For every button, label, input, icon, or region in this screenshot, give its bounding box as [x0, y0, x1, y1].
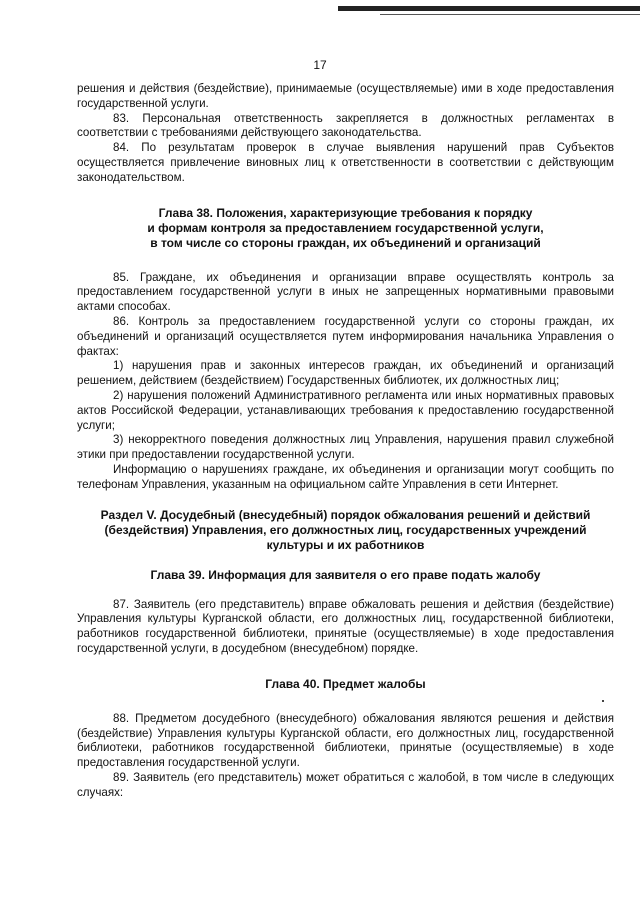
chapter-39-heading: Глава 39. Информация для заявителя о его праве подать жалобу [150, 567, 541, 582]
heading-line: Глава 38. Положения, характеризующие требования к порядку [158, 205, 533, 220]
list-item-1: 1) нарушения прав и законных интересов граждан, их объединений и организаций решением, действием (бездействием) Государственных библиотек, их должностных лиц; [77, 359, 614, 388]
paragraph-84: 84. По результатам проверок в случае выявления нарушений прав Субъектов осуществляется привлечение виновных лиц к ответственности в соответствии с действующим законодательством. [77, 141, 614, 184]
list-item-2: 2) нарушения положений Административного регламента или иных нормативных правовых актов Российской Федерации, устанавливающих требования к предоставлению государственной услуги; [77, 388, 614, 432]
heading-line: и формам контроля за предоставлением государственной услуги, [147, 220, 544, 235]
scan-speck [602, 700, 604, 702]
scan-edge-bar [338, 6, 640, 11]
paragraph-85: 85. Граждане, их объединения и организации вправе осуществлять контроль за предоставлением государственной услуги в иных не запрещенных нормативными правовыми актами способах. [77, 270, 614, 314]
paragraph-info: Информацию о нарушениях граждане, их объединения и организации могут сообщить по телефонам Управления, указанным на официальном сайте Управления в сети Интернет. [77, 462, 614, 491]
paragraph-83: 83. Персональная ответственность закрепляется в должностных регламентах в соответствии с требованиями действующего законодательства. [77, 111, 614, 140]
scan-edge-line [380, 14, 640, 15]
section-5-heading [77, 508, 614, 553]
paragraph-86: 86. Контроль за предоставлением государственной услуги со стороны граждан, их объединений и организаций осуществляется путем информирования начальника Управления о фактах: [77, 314, 614, 358]
heading-line: Раздел V. Досудебный (внесудебный) порядок обжалования решений и действий [100, 507, 591, 522]
chapter-38-heading [77, 206, 614, 251]
list-item-3: 3) некорректного поведения должностных лиц Управления, нарушения правил служебной этики при предоставлении государственной услуги. [77, 433, 614, 462]
paragraph-89: 89. Заявитель (его представитель) может обратиться с жалобой, в том числе в следующих случаях: [77, 770, 614, 799]
chapter-40-heading: Глава 40. Предмет жалобы [265, 676, 426, 691]
heading-line: (бездействия) Управления, его должностных лиц, государственных учреждений [104, 522, 587, 537]
heading-line: культуры и их работников [266, 537, 425, 552]
page-number: 17 [313, 58, 327, 72]
document-body [77, 82, 614, 801]
paragraph-88: 88. Предметом досудебного (внесудебного) обжалования являются решения и действия (бездействие) Управления культуры Курганской области, его должностных лиц, государственной библиотеки, работников государственной библиотеки, принятые (осуществляемые) в ходе предоставления государственной услуги. [77, 711, 614, 770]
paragraph-87: 87. Заявитель (его представитель) вправе обжаловать решения и действия (бездействие) Управления культуры Курганской области, его должностных лиц, государственной библиотеки, работников государственной библиотеки, принятые (осуществляемые) в ходе предоставления государственной услуги, в досудебном (внесудебном) порядке. [77, 597, 614, 655]
heading-line: в том числе со стороны граждан, их объединений и организаций [150, 235, 541, 250]
paragraph-continuation: решения и действия (бездействие), принимаемые (осуществляемые) ими в ходе предоставления государственной услуги. [77, 82, 614, 110]
